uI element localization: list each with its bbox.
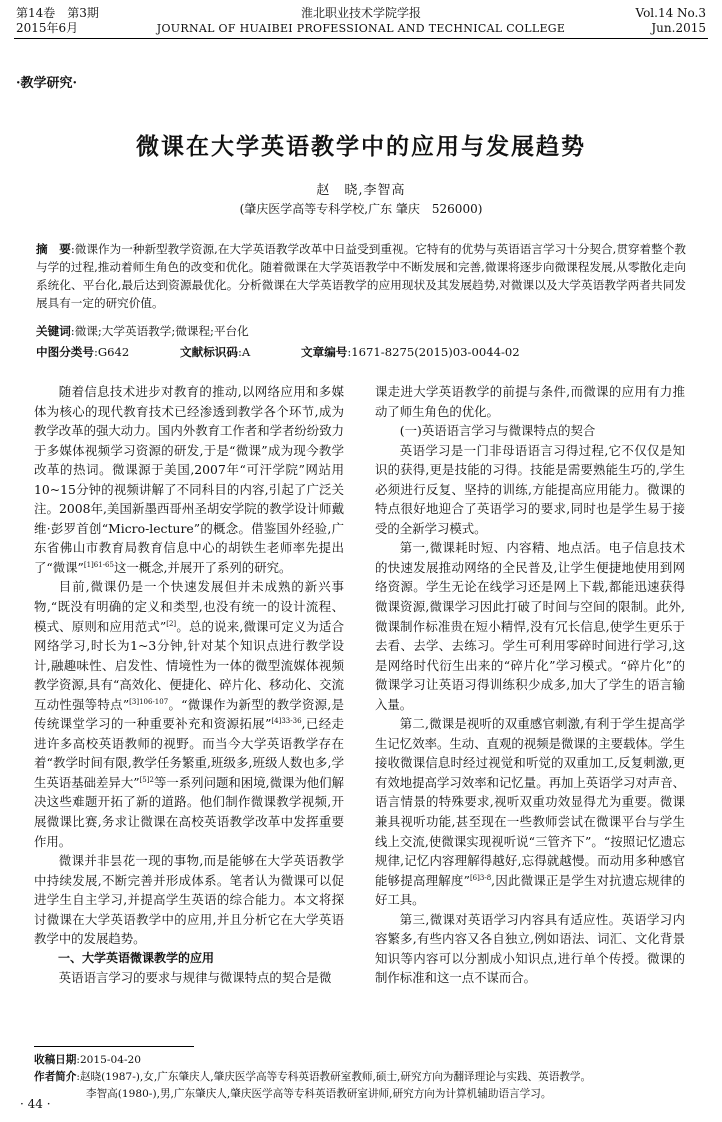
citation: [4]33-36	[271, 717, 302, 726]
journal-name-cn: 淮北职业技术学院学报	[300, 6, 421, 20]
paragraph: 微课并非昙花一现的事物,而是能够在大学英语教学中持续发展,不断完善并形成体系。笔者认为微课可以促进学生自主学习,并提高学生英语的综合能力。本文将探讨微课在大学英语教学中的应用,并且分析它在大学英语教学中的发展趋势。	[34, 853, 344, 947]
author-bio-1: 作者简介:赵晓(1987-),女,广东肇庆人,肇庆医学高等专科英语教研室教师,硕士,研究方向为翻译理论与实践、英语教学。	[34, 1071, 592, 1083]
page-number: · 44 ·	[20, 1097, 51, 1111]
doc-code-label: 文献标识码	[180, 345, 238, 359]
abstract-label: 摘 要	[36, 242, 71, 256]
author-bio-2: 李智高(1980-),男,广东肇庆人,肇庆医学高等专科英语教研室讲师,研究方向为计算机辅助语言学习。	[86, 1088, 552, 1100]
keywords-label: 关键词	[36, 324, 71, 338]
volume-issue: 第14卷 第3期	[16, 6, 99, 20]
affiliation: (肇庆医学高等专科学校,广东 肇庆 526000)	[239, 202, 483, 216]
doc-code-value: :A	[237, 345, 251, 359]
paragraph: 英语学习是一门非母语语言习得过程,它不仅仅是知识的获得,更是技能的习得。技能是需要熟能生巧的,学生必须进行反复、坚持的训练,方能提高应用能力。微课的特点很好地迎合了英语学习的要求,同时也是学生易于接受的全新学习模式。	[375, 442, 685, 536]
body-column-right	[375, 382, 685, 988]
paragraph: 第二,微课是视听的双重感官刺激,有利于学生提高学生记忆效率。生动、直观的视频是微课的主要载体。学生接收微课信息时经过视觉和听觉的双重加工,反复刺激,更有效地提高学习效率和记忆量。再加上英语学习对声音、语言情景的特殊要求,视听双重功效显得尤为重要。微课兼具视听功能,甚至现在一些教师尝试在微课平台与学生线上交流,使微课实现视听说“三管齐下”。“按照记忆遗忘规律,记忆内容理解得越好,忘得就越慢。而动用多种感官能够提高理解度”$^{[6]3-8}$,因此微课正是学生对抗遗忘规律的好工具。	[375, 716, 685, 908]
subsection-heading: (一)英语语言学习与微课特点的契合	[399, 423, 596, 439]
footnote-rule	[34, 1046, 194, 1047]
body-column-left	[34, 382, 344, 988]
citation: [2]	[166, 619, 177, 628]
header-right	[636, 6, 707, 36]
date-en: Jun.2015	[651, 21, 706, 35]
citation: [6]3-8	[469, 873, 492, 882]
volume-en: Vol.14 No.3	[635, 6, 706, 20]
article-title: 微课在大学英语教学中的应用与发展趋势	[136, 133, 586, 160]
keywords	[36, 323, 686, 339]
issue-date: 2015年6月	[16, 21, 79, 35]
article-no-label: 文章编号	[301, 345, 348, 359]
received-date: 收稿日期:2015-04-20	[34, 1054, 142, 1066]
section-heading: 一、大学英语微课教学的应用	[58, 950, 215, 965]
abstract	[36, 240, 686, 312]
clc-label: 中图分类号	[36, 345, 94, 359]
clc-value: :G642	[93, 345, 130, 359]
paragraph: 随着信息技术进步对教育的推动,以网络应用和多媒体为核心的现代教育技术已经渗透到教学各个环节,成为教学改革的强大动力。国内外教育工作者和学者纷纷致力于多媒体视频学习资源的研发,于是“微课”成为现今教学改革的热词。微课源于美国,2007年“可汗学院”网站用10~15分钟的视频讲解了不同科目的内容,引起了广泛关注。2008年,美国新墨西哥州圣胡安学院的教学设计师戴维·彭罗首创“Micro-lecture”的概念。借鉴国外经验,广东省佛山市教育局教育信息中心的胡铁生老师率先提出了“微课”$^{[1]61-65}$这一概念,并展开了系列的研究。	[34, 384, 344, 575]
authors: 赵 晓,李智高	[316, 183, 406, 198]
header-rule	[14, 38, 708, 39]
paragraph: 第三,微课对英语学习内容具有适应性。英语学习内容繁多,有些内容又各自独立,例如语法、词汇、文化背景知识等内容可以分割成小知识点,进行单个传授。微课的制作标准和这一点不谋而合。	[375, 911, 685, 986]
article-no-value: :1671-8275(2015)03-0044-02	[347, 345, 520, 359]
citation: [3]106-107	[129, 697, 169, 706]
citation: [1]61-65	[83, 560, 114, 569]
paragraph: 第一,微课耗时短、内容精、地点活。电子信息技术的快速发展推动网络的全民普及,让学生便捷地使用到网络资源。学生无论在线学习还是网上下载,都能迅速获得微课资源,微课学习因此打破了时间与空间的限制。此外,微课制作标准贵在短小精悍,没有冗长信息,使学生更乐于去看、去学、去练习。学生可利用零碎时间进行学习,这是网络时代衍生出来的“碎片化”学习模式。“碎片化”的微课学习让英语习得训练积少成多,加大了学生的语言输入量。	[375, 540, 685, 712]
header-center	[16, 6, 706, 36]
citation: [5]2	[139, 775, 154, 784]
journal-name-en: JOURNAL OF HUAIBEI PROFESSIONAL AND TECHNICAL COLLEGE	[156, 22, 566, 35]
paragraph: 课走进大学英语教学的前提与条件,而微课的应用有力推动了师生角色的优化。	[375, 384, 685, 419]
paragraph: 目前,微课仍是一个快速发展但并未成熟的新兴事物,“既没有明确的定义和类型,也没有统一的设计流程、模式、原则和应用范式”[2]。总的说来,微课可定义为适合网络学习,时长为1~3分钟,针对某个知识点进行教学设计,融趣味性、启发性、情境性为一体的微型流媒体视频教学资源,具有“高效化、便捷化、碎片化、移动化、交流互动性强等特点”$^{[3]106-107}$。“微课作为新型的教学资源,是传统课堂学习的一种重要补充和资源拓展”$^{[4]33-36}$,已经走进许多高校英语教师的视野。而当今大学英语教学存在着“教学时间有限,教学任务繁重,班级多,班级人数也多,学生英语基础差异大”$^{[5]2}$等一系列问题和困境,微课为他们解决这些难题开拓了新的道路。他们制作微课教学视频,开展微课比赛,务求让微课在高校英语教学改革中发挥重要作用。	[34, 579, 344, 849]
abstract-text: :微课作为一种新型教学资源,在大学英语教学改革中日益受到重视。它特有的优势与英语语言学习十分契合,贯穿着整个教与学的过程,推动着师生角色的改变和优化。随着微课在大学英语教学中不断发展和完善,微课将逐步向微课程发展,从零散化走向系统化、平台化,最后达到资源最优化。分析微课在大学英语教学的应用现状及其发展趋势,对微课以及大学英语教学两者共同发展具有一定的研究价值。	[36, 242, 686, 310]
paragraph: 英语语言学习的要求与规律与微课特点的契合是微	[58, 970, 332, 986]
section-tag: ·教学研究·	[16, 76, 78, 91]
keywords-text: :微课;大学英语教学;微课程;平台化	[70, 324, 249, 338]
